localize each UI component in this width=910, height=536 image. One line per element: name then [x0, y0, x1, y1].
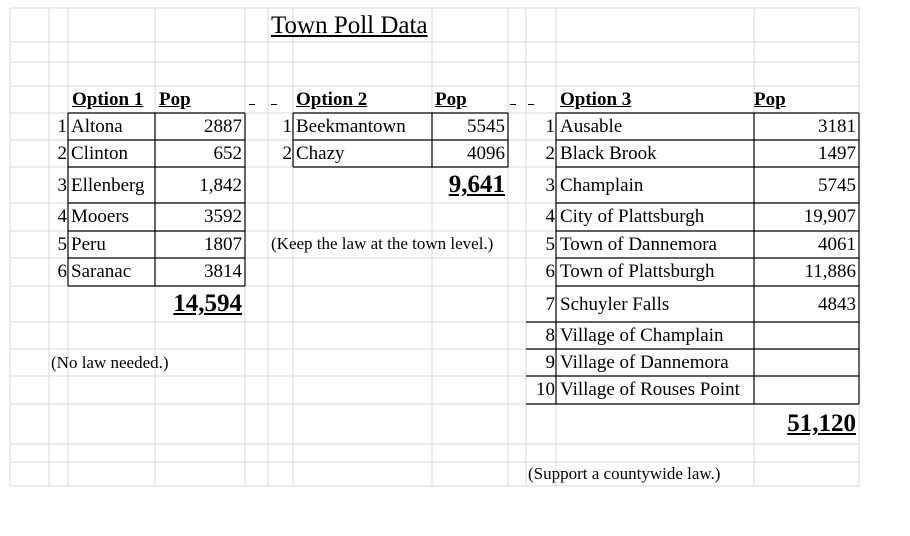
town-pop: 3592 [204, 206, 242, 227]
header-dash [510, 104, 516, 105]
row-index: 2 [282, 143, 292, 164]
town-name: Village of Dannemora [560, 352, 729, 373]
town-pop: 2887 [204, 116, 242, 137]
page-title: Town Poll Data [271, 12, 428, 39]
town-pop: 19,907 [803, 206, 856, 227]
option3-note: (Support a countywide law.) [528, 464, 721, 483]
row-index: 4 [545, 206, 555, 227]
town-name: Village of Champlain [560, 325, 724, 346]
town-name: Schuyler Falls [560, 294, 670, 315]
row-index: 5 [57, 234, 67, 255]
row-index: 5 [545, 234, 555, 255]
town-name: Clinton [71, 143, 129, 164]
town-name: Mooers [71, 206, 130, 227]
row-index: 1 [57, 116, 67, 137]
town-name: Champlain [560, 175, 644, 196]
header-dash [249, 104, 255, 105]
town-name: Town of Dannemora [560, 234, 717, 255]
row-index: 2 [57, 143, 67, 164]
town-name: Ausable [560, 116, 623, 137]
row-index: 3 [545, 175, 555, 196]
row-index: 1 [282, 116, 292, 137]
town-name: Altona [71, 116, 123, 137]
row-index: 6 [57, 261, 67, 282]
town-pop: 4096 [467, 143, 505, 164]
row-index: 4 [57, 206, 67, 227]
row-index: 2 [545, 143, 555, 164]
town-pop: 1807 [204, 234, 242, 255]
header-dash [271, 104, 277, 105]
option1-header: Option 1 [72, 89, 144, 110]
town-pop: 652 [213, 143, 242, 164]
town-name: Chazy [296, 143, 345, 164]
row-index: 10 [536, 379, 555, 400]
row-index: 3 [57, 175, 67, 196]
option1-total: 14,594 [173, 290, 242, 317]
town-pop: 1,842 [199, 175, 242, 196]
option2-total: 9,641 [448, 171, 505, 198]
town-name: City of Plattsburgh [560, 206, 705, 227]
row-index: 9 [545, 352, 555, 373]
town-name: Town of Plattsburgh [560, 261, 715, 282]
town-pop: 1497 [818, 143, 856, 164]
town-pop: 3814 [204, 261, 242, 282]
town-name: Ellenberg [71, 175, 145, 196]
option2-note: (Keep the law at the town level.) [271, 234, 494, 253]
town-name: Black Brook [560, 143, 657, 164]
option3-total: 51,120 [787, 410, 856, 437]
header-dash [528, 104, 534, 105]
option1-note: (No law needed.) [51, 353, 169, 372]
row-index: 8 [545, 325, 555, 346]
town-name: Beekmantown [296, 116, 406, 137]
option3-header: Option 3 [560, 89, 632, 110]
town-pop: 5545 [467, 116, 505, 137]
option2-header: Option 2 [296, 89, 368, 110]
option1-pop-header: Pop [159, 89, 191, 110]
option2-pop-header: Pop [435, 89, 467, 110]
town-pop: 4843 [818, 294, 856, 315]
town-pop: 4061 [818, 234, 856, 255]
town-name: Saranac [71, 261, 132, 282]
town-pop: 5745 [818, 175, 856, 196]
option3-pop-header: Pop [754, 89, 786, 110]
row-index: 7 [545, 294, 555, 315]
town-pop: 3181 [818, 116, 856, 137]
row-index: 6 [545, 261, 555, 282]
town-pop: 11,886 [804, 261, 856, 282]
town-name: Peru [71, 234, 106, 255]
row-index: 1 [545, 116, 555, 137]
town-name: Village of Rouses Point [560, 379, 740, 400]
